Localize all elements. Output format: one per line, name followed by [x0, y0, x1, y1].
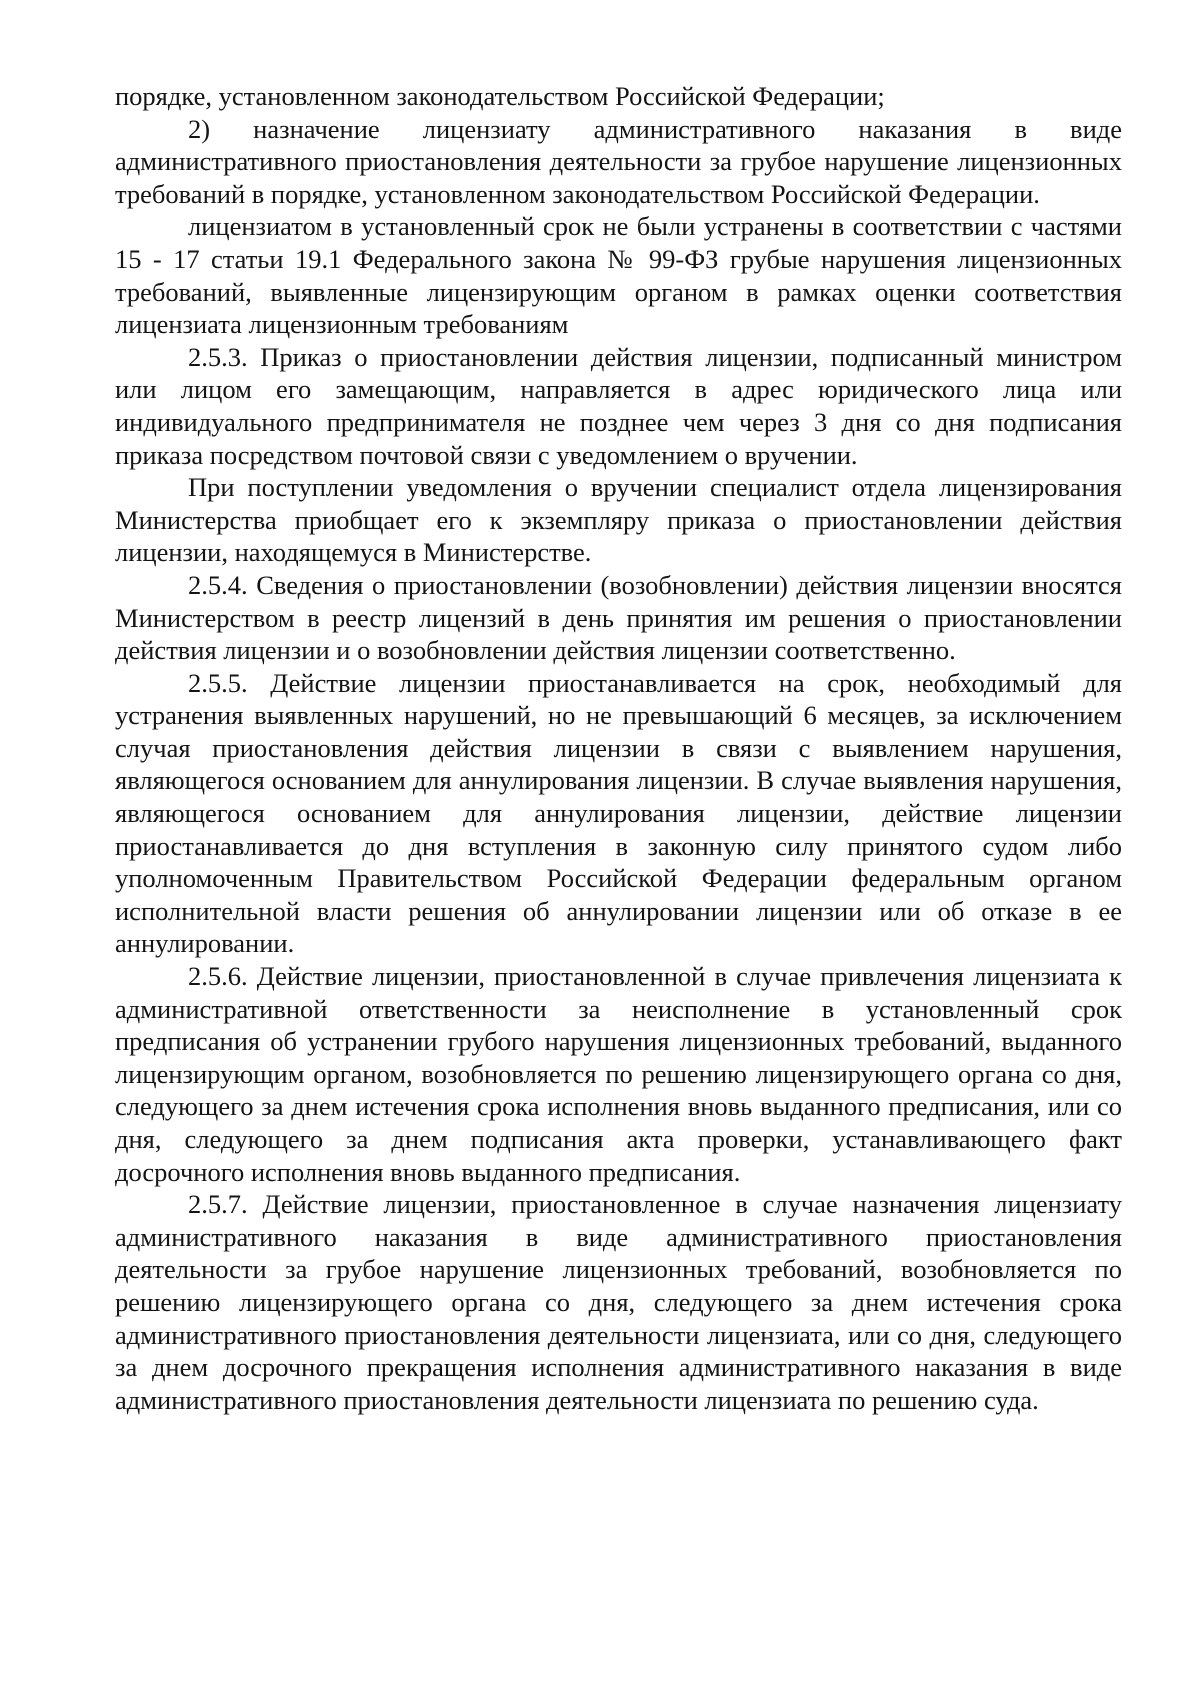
paragraph-2-5-4: 2.5.4. Сведения о приостановлении (возобновлении) действия лицензии вносятся Министерством в реестр лицензий в день принятия им решения о приостановлении действия лицензии и о возобновлении действия лицензии соответственно. [115, 569, 1122, 666]
paragraph-2-5-3: 2.5.3. Приказ о приостановлении действия лицензии, подписанный министром или лицом его замещающим, направляется в адрес юридического лица или индивидуального предпринимателя не позднее чем через 3 дня со дня подписания приказа посредством почтовой связи с уведомлением о вручении. [115, 341, 1122, 470]
paragraph-2-5-7: 2.5.7. Действие лицензии, приостановленное в случае назначения лицензиату административного наказания в виде административного приостановления деятельности за грубое нарушение лицензионных требований, возобновляется по решению лицензирующего органа со дня, следующего за днем истечения срока административного приостановления деятельности лицензиата, или со дня, следующего за днем досрочного прекращения исполнения административного наказания в виде административного приостановления деятельности лицензиата по решению суда. [115, 1189, 1122, 1415]
paragraph-2-5-6: 2.5.6. Действие лицензии, приостановленной в случае привлечения лицензиата к административной ответственности за неисполнение в установленный срок предписания об устранении грубого нарушения лицензионных требований, выданного лицензирующим органом, возобновляется по решению лицензирующего органа со дня, следующего за днем истечения срока исполнения вновь выданного предписания, или со дня, следующего за днем подписания акта проверки, устанавливающего факт досрочного исполнения вновь выданного предписания. [115, 961, 1122, 1187]
paragraph-delivery-notice: При поступлении уведомления о вручении специалист отдела лицензирования Министерства приобщает его к экземпляру приказа о приостановлении действия лицензии, находящемуся в Министерстве. [115, 472, 1122, 568]
paragraph-2-5-5: 2.5.5. Действие лицензии приостанавливается на срок, необходимый для устранения выявленных нарушений, но не превышающий 6 месяцев, за исключением случая приостановления действия лицензии в связи с выявлением нарушения, являющегося основанием для аннулирования лицензии. В случае выявления нарушения, являющегося основанием для аннулирования лицензии, действие лицензии приостанавливается до дня вступления в законную силу принятого судом либо уполномоченным Правительством Российской Федерации федеральным органом исполнительной власти решения об аннулировании лицензии или об отказе в ее аннулировании. [115, 667, 1122, 959]
paragraph-licensee-violations: лицензиатом в установленный срок не были устранены в соответствии с частями 15 - 17 статьи 19.1 Федерального закона № 99-ФЗ грубые нарушения лицензионных требований, выявленные лицензирующим органом в рамках оценки соответствия лицензиата лицензионным требованиям [115, 211, 1122, 340]
paragraph-item-2: 2) назначение лицензиату административного наказания в виде административного приостановления деятельности за грубое нарушение лицензионных требований в порядке, установленном законодательством Российской Федерации. [115, 113, 1122, 209]
paragraph-continuation: порядке, установленном законодательством Российской Федерации; [115, 81, 885, 111]
document-page [115, 80, 1122, 1416]
